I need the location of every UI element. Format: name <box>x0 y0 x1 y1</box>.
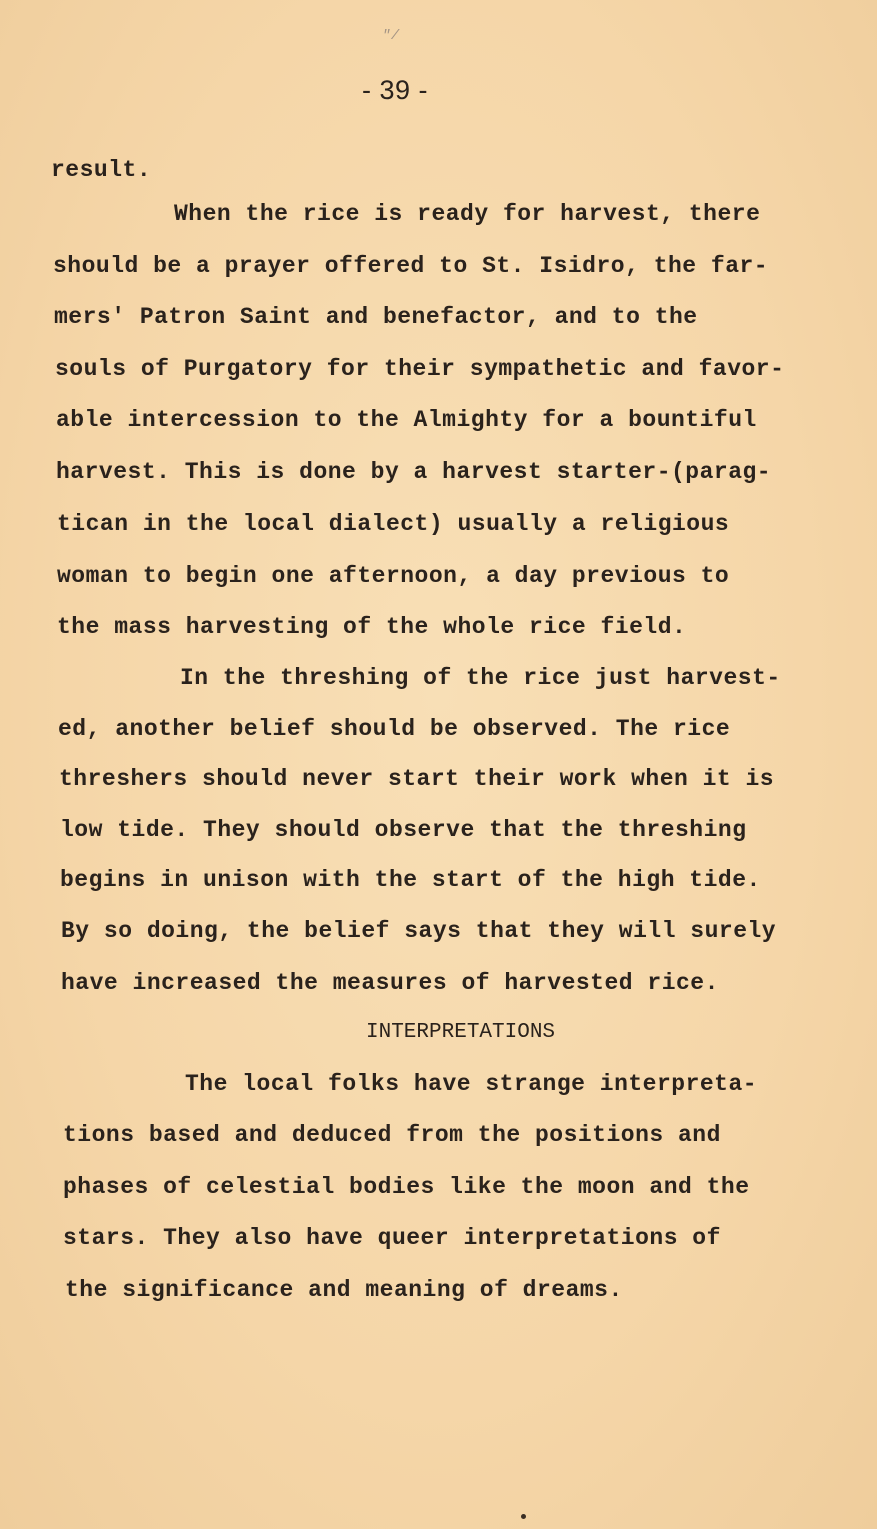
section-heading: INTERPRETATIONS <box>366 1021 556 1044</box>
text-line: result. <box>51 157 152 183</box>
text-line: The local folks have strange interpreta- <box>185 1071 758 1097</box>
text-line: have increased the measures of harvested rice. <box>61 970 719 996</box>
text-line: tican in the local dialect) usually a religious <box>57 511 730 537</box>
text-line: threshers should never start their work when it is <box>59 766 775 792</box>
text-line: should be a prayer offered to St. Isidro, the far- <box>53 253 769 279</box>
text-line: ed, another belief should be observed. The rice <box>58 716 731 742</box>
text-line: mers' Patron Saint and benefactor, and to the <box>54 304 698 330</box>
ink-dot <box>521 1514 526 1519</box>
page-number: - 39 - <box>361 75 429 105</box>
text-line: begins in unison with the start of the high tide. <box>60 867 761 893</box>
text-line: harvest. This is done by a harvest starter-(parag- <box>56 459 772 485</box>
text-line: stars. They also have queer interpretations of <box>63 1225 721 1251</box>
text-line: tions based and deduced from the positions and <box>63 1122 721 1148</box>
text-line: In the threshing of the rice just harvest- <box>180 665 781 691</box>
text-line: woman to begin one afternoon, a day previous to <box>57 563 730 589</box>
text-line: phases of celestial bodies like the moon and the <box>63 1174 750 1200</box>
text-line: able intercession to the Almighty for a bountiful <box>56 407 757 433</box>
text-line: the significance and meaning of dreams. <box>65 1277 623 1303</box>
text-line: When the rice is ready for harvest, there <box>174 201 761 227</box>
text-line: souls of Purgatory for their sympathetic and favor- <box>55 356 785 382</box>
text-line: By so doing, the belief says that they will surely <box>61 918 777 944</box>
text-line: the mass harvesting of the whole rice field. <box>57 614 687 640</box>
corner-pencil-mark: "/ <box>382 28 400 44</box>
text-line: low tide. They should observe that the threshing <box>60 817 747 843</box>
